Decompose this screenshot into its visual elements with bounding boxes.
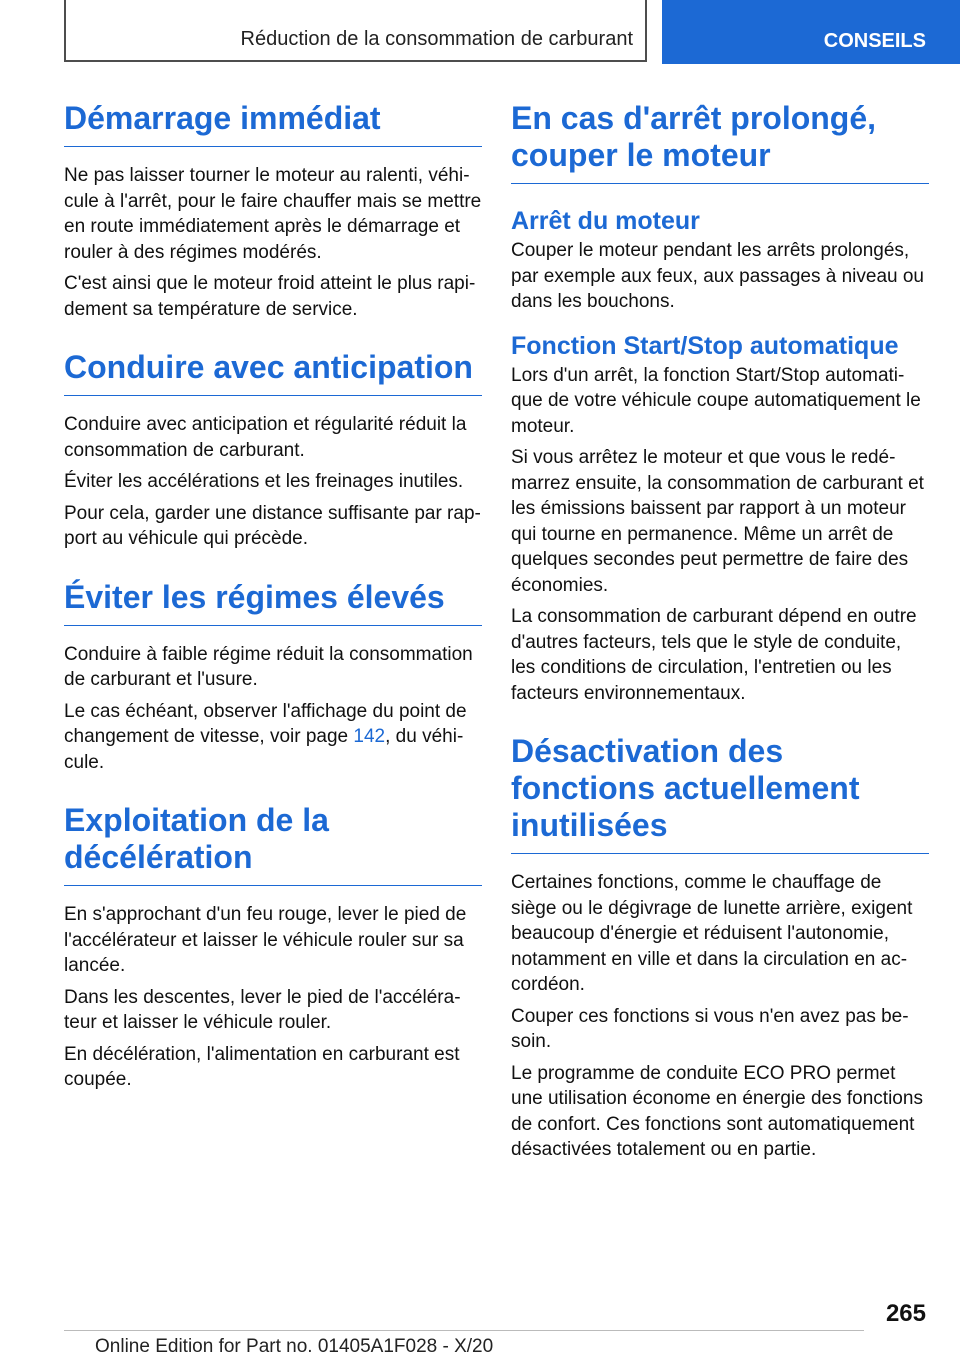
right-column [511, 100, 929, 1169]
paragraph: Dans les descentes, lever le pied de l'accélérateur et laisser le véhicule rouler. [64, 986, 461, 1033]
text: Le cas échéant, observer l'affichage du point de changement de vitesse, voir page [64, 700, 467, 747]
paragraph: Conduire avec anticipation et régularité réduit la consommation de carburant. [64, 414, 467, 461]
footer-divider [64, 1330, 864, 1331]
left-column [64, 100, 482, 1099]
paragraph: Si vous arrêtez le moteur et que vous le redémarrez ensuite, la consommation de carburant et les émissions baissent par rapport à un moteur qui tourne en permanence. Même un arrêt de quelques secondes peut permettre de faire des économies. [511, 447, 924, 596]
paragraph: Certaines fonctions, comme le chauffage de siège ou le dégivrage de lunette arrière, exigent beaucoup d'énergie et réduisent l'autonomie, notamment en ville et dans la circulation en accordéon. [511, 872, 913, 995]
header-title: Réduction de la consommation de carburant [240, 28, 633, 50]
paragraph: Couper le moteur pendant les arrêts prolongés, par exemple aux feux, aux passages à niveau ou dans les bouchons. [511, 240, 924, 312]
text: , du véhicule. [64, 726, 464, 773]
paragraph: En décélération, l'alimentation en carburant est coupée. [64, 1043, 460, 1090]
heading-arret-prolonge: En cas d'arrêt prolongé, couper le moteur [511, 100, 929, 184]
heading-eviter-regimes: Éviter les régimes élevés [64, 579, 482, 626]
subheading-arret-moteur: Arrêt du moteur [511, 207, 700, 235]
paragraph: Pour cela, garder une distance suffisante par rapport au véhicule qui précède. [64, 502, 481, 549]
paragraph: Conduire à faible régime réduit la consommation de carburant et l'usure. [64, 643, 473, 690]
paragraph: Ne pas laisser tourner le moteur au ralenti, véhicule à l'arrêt, pour le faire chauffer mais se mettre en route immédiatement après le démarrage et rouler à des régimes modérés. [64, 165, 482, 263]
paragraph: Lors d'un arrêt, la fonction Start/Stop automatique de votre véhicule coupe automatiquement le moteur. [511, 364, 921, 437]
heading-exploitation-deceleration: Exploitation de la décélération [64, 802, 482, 886]
heading-conduire-anticipation: Conduire avec anticipation [64, 349, 482, 396]
header-box [64, 0, 647, 62]
page-number: 265 [885, 1300, 926, 1327]
section-tag [662, 0, 960, 64]
paragraph: Le programme de conduite ECO PRO permet une utilisation économe en énergie des fonctions de confort. Ces fonctions sont automatiquement désactivées totalement ou en partie. [511, 1062, 923, 1160]
paragraph: En s'approchant d'un feu rouge, lever le pied de l'accélérateur et laisser le véhicule rouler sur sa lancée. [64, 904, 467, 976]
paragraph: Éviter les accélérations et les freinages inutiles. [64, 471, 464, 492]
page-link-142[interactable]: 142 [353, 726, 386, 747]
paragraph-with-link [64, 699, 482, 776]
heading-desactivation-fonctions: Désactivation des fonctions actuellement inutilisées [511, 733, 929, 854]
paragraph: Couper ces fonctions si vous n'en avez pas besoin. [511, 1005, 909, 1052]
heading-demarrage-immediat: Démarrage immédiat [64, 100, 482, 147]
section-tag-label: CONSEILS [823, 30, 926, 52]
footer-edition: Online Edition for Part no. 01405A1F028 - X/20 [95, 1336, 494, 1357]
paragraph: C'est ainsi que le moteur froid atteint le plus rapidement sa température de service. [64, 273, 476, 320]
subheading-start-stop: Fonction Start/Stop automatique [511, 331, 899, 360]
paragraph: La consommation de carburant dépend en outre d'autres facteurs, tels que le style de conduite, les conditions de circulation, l'entretien ou les facteurs environnementaux. [511, 606, 917, 704]
